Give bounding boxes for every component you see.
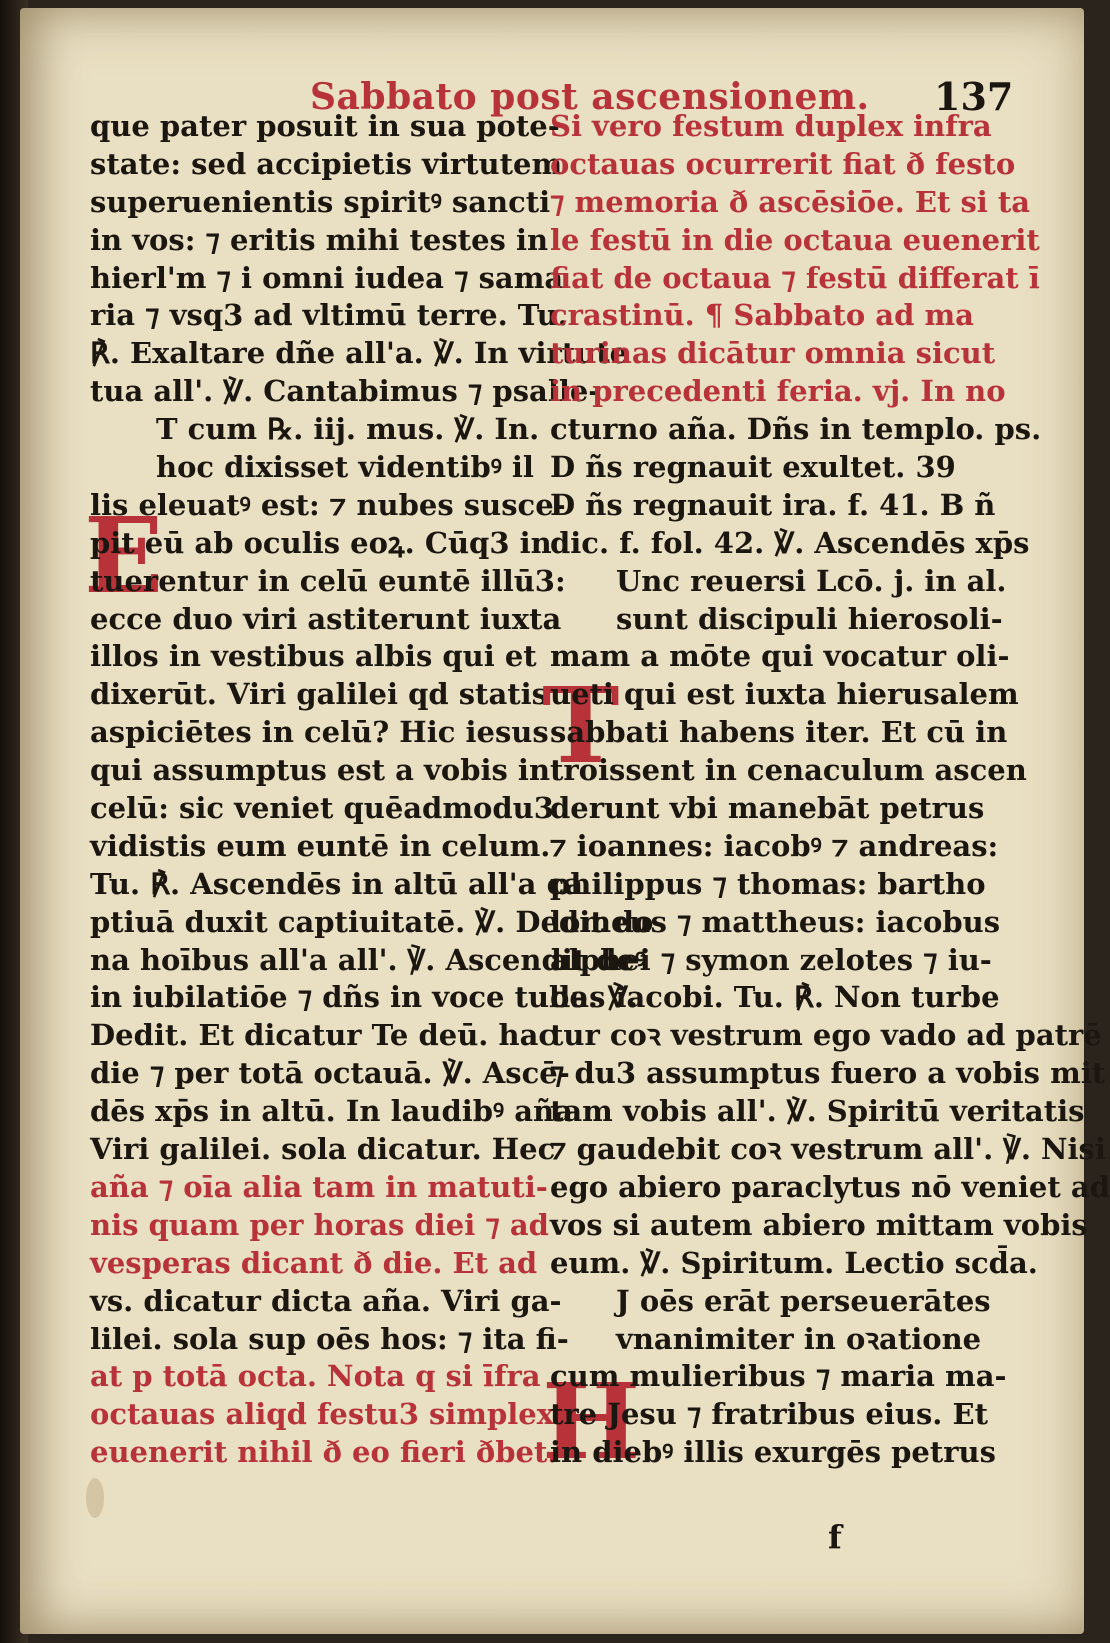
folio-number: 137 (934, 74, 1014, 119)
text-line: D ñs regnauit exultet. 39 (550, 450, 956, 485)
decorated-initial-e: E (84, 494, 164, 617)
text-line: que pater posuit in sua pote- (90, 109, 560, 143)
text-line: vs. dicatur dicta aña. Viri ga- (90, 1283, 562, 1318)
text-line: sunt discipuli hierosoli- (616, 601, 1003, 636)
text-line: dixerūt. Viri galilei qd statis (90, 677, 548, 712)
text-line: vnanimiter in oꝛatione (616, 1321, 982, 1356)
text-line: nis quam per horas diei ⁊ ad (90, 1207, 549, 1242)
text-line: vesperas dicant ð die. Et ad (90, 1245, 538, 1280)
text-line: in diebꝰ illis exurgēs petrus (550, 1435, 996, 1470)
text-line: lilei. sola sup oēs hos: ⁊ ita fi- (90, 1321, 569, 1356)
catchword: f (828, 1518, 842, 1556)
text-line: cturno aña. Dñs in templo. ps. (550, 412, 1042, 447)
text-line: ecce duo viri astiterunt iuxta (90, 601, 562, 636)
text-line: ⁊ gaudebit coꝛ vestrum all'. ℣. Nisi (550, 1132, 1106, 1167)
text-line: sabbati habens iter. Et cū in (550, 715, 1008, 750)
decorated-initial-t: T (542, 664, 620, 787)
text-line: le festū in die octaua euenerit (550, 222, 1040, 257)
text-line: euenerit nihil ð eo fieri ðbet. (90, 1435, 558, 1470)
text-line: tua all'. ℣. Cantabimus ⁊ psalle- (90, 374, 601, 409)
text-line: octauas ocurrerit fiat ð festo (550, 146, 1016, 181)
text-line: mam a mōte qui vocatur oli- (550, 639, 1010, 674)
text-line: hierl'm ⁊ i omni iudea ⁊ sama (90, 260, 564, 295)
text-line: Dedit. Et dicatur Te deū. hac (90, 1018, 557, 1053)
text-line: vos si autem abiero mittam vobis (550, 1207, 1088, 1242)
text-line: in precedenti feria. vj. In no (550, 374, 1006, 409)
text-line: crastinū. ¶ Sabbato ad ma (550, 298, 974, 333)
text-line: ria ⁊ vsq3 ad vltimū terre. Tu. (90, 298, 568, 333)
text-line: pit eū ab oculis eoꝝ. Cūq3 in (90, 525, 552, 560)
text-line: ego abiero paraclytus nō veniet ad (550, 1169, 1110, 1204)
text-line: ⁊ memoria ð ascēsiōe. Et si ta (550, 184, 1031, 219)
text-line: celū: sic veniet quēadmodu3 (90, 791, 554, 826)
text-line: superuenientis spiritꝰ sancti (90, 184, 551, 219)
text-line: cum mulieribus ⁊ maria ma- (550, 1359, 1007, 1394)
text-line: tre Jesu ⁊ fratribus eius. Et (550, 1397, 989, 1432)
text-line: derunt vbi manebāt petrus (550, 791, 985, 826)
text-line: turinas dicātur omnia sicut (550, 336, 996, 371)
text-line: alphei ⁊ symon zelotes ⁊ iu- (550, 942, 992, 977)
decorated-initial-h: H (542, 1360, 641, 1483)
text-line: T cum ℞. iij. mus. ℣. In. (156, 412, 540, 447)
text-line: philippus ⁊ thomas: bartho (550, 866, 986, 901)
text-line: troissent in cenaculum ascen (550, 753, 1027, 788)
text-line: at p totā octa. Nota q si īfra (90, 1359, 541, 1394)
text-line: Unc reuersi Lcō. j. in al. (616, 563, 1007, 598)
text-line: vidistis eum euntē in celum. (90, 828, 551, 863)
text-line: tur coꝛ vestrum ego vado ad patrē (550, 1018, 1102, 1053)
text-line: tuerentur in celū euntē illū3: (90, 563, 566, 598)
paper-stain (86, 1478, 104, 1518)
text-line: octauas aliqd festu3 simplex (90, 1397, 555, 1432)
text-line: tam vobis all'. ℣. Spiritū veritatis (550, 1094, 1085, 1129)
text-line: die ⁊ per totā octauā. ℣. Ascē- (90, 1056, 570, 1091)
text-line: ⁊ ioannes: iacobꝰ ⁊ andreas: (550, 828, 999, 863)
text-line: ptiuā duxit captiuitatē. ℣. Dedit do (90, 904, 654, 939)
text-line: das iacobi. Tu. ℟. Non turbe (550, 980, 1000, 1015)
text-line: J oēs erāt perseuerātes (616, 1283, 991, 1318)
text-line: in iubilatiōe ⁊ dñs in voce tube. ℣. (90, 980, 638, 1015)
text-line: fiat de octaua ⁊ festū differat ī (550, 260, 1040, 295)
text-line: Viri galilei. sola dicatur. Hec (90, 1132, 556, 1167)
left-column (84, 108, 654, 1472)
right-column (542, 108, 1110, 1483)
book-page (20, 8, 1110, 1634)
text-line: eum. ℣. Spiritum. Lectio scd̄a. (550, 1245, 1038, 1280)
text-line: na hoībus all'a all'. ℣. Ascendit deꝰ (90, 942, 647, 977)
text-line: D ñs regnauit ira. f. 41. B ñ (550, 487, 996, 522)
text-line: Si vero festum duplex infra (550, 109, 992, 143)
text-line: qui assumptus est a vobis in (90, 753, 551, 788)
text-line: dic. f. fol. 42. ℣. Ascendēs xp̄s (550, 525, 1030, 560)
running-title: Sabbato post ascensionem. (310, 76, 870, 118)
text-line: aña ⁊ oīa alia tam in matuti- (90, 1169, 548, 1204)
text-line: ℟. Exaltare dñe all'a. ℣. In virtute (90, 336, 629, 371)
text-line: aspiciētes in celū? Hic iesus (90, 715, 549, 750)
text-line: in vos: ⁊ eritis mihi testes in (90, 222, 549, 257)
text-line: state: sed accipietis virtutem (90, 146, 563, 181)
text-line: lis eleuatꝰ est: ⁊ nubes susce- (90, 487, 566, 522)
text-line: illos in vestibus albis qui et (90, 639, 537, 674)
text-line: lomeus ⁊ mattheus: iacobus (550, 904, 1001, 939)
text-line: hoc dixisset videntibꝰ il (156, 450, 534, 485)
text-line: Tu. ℟. Ascendēs in altū all'a ca (90, 866, 584, 901)
text-line: ueti qui est iuxta hierusalem (550, 677, 1019, 712)
text-line: dēs xp̄s in altū. In laudibꝰ aña (90, 1094, 573, 1129)
text-line: ⁊ du3 assumptus fuero a vobis mit (550, 1056, 1106, 1091)
